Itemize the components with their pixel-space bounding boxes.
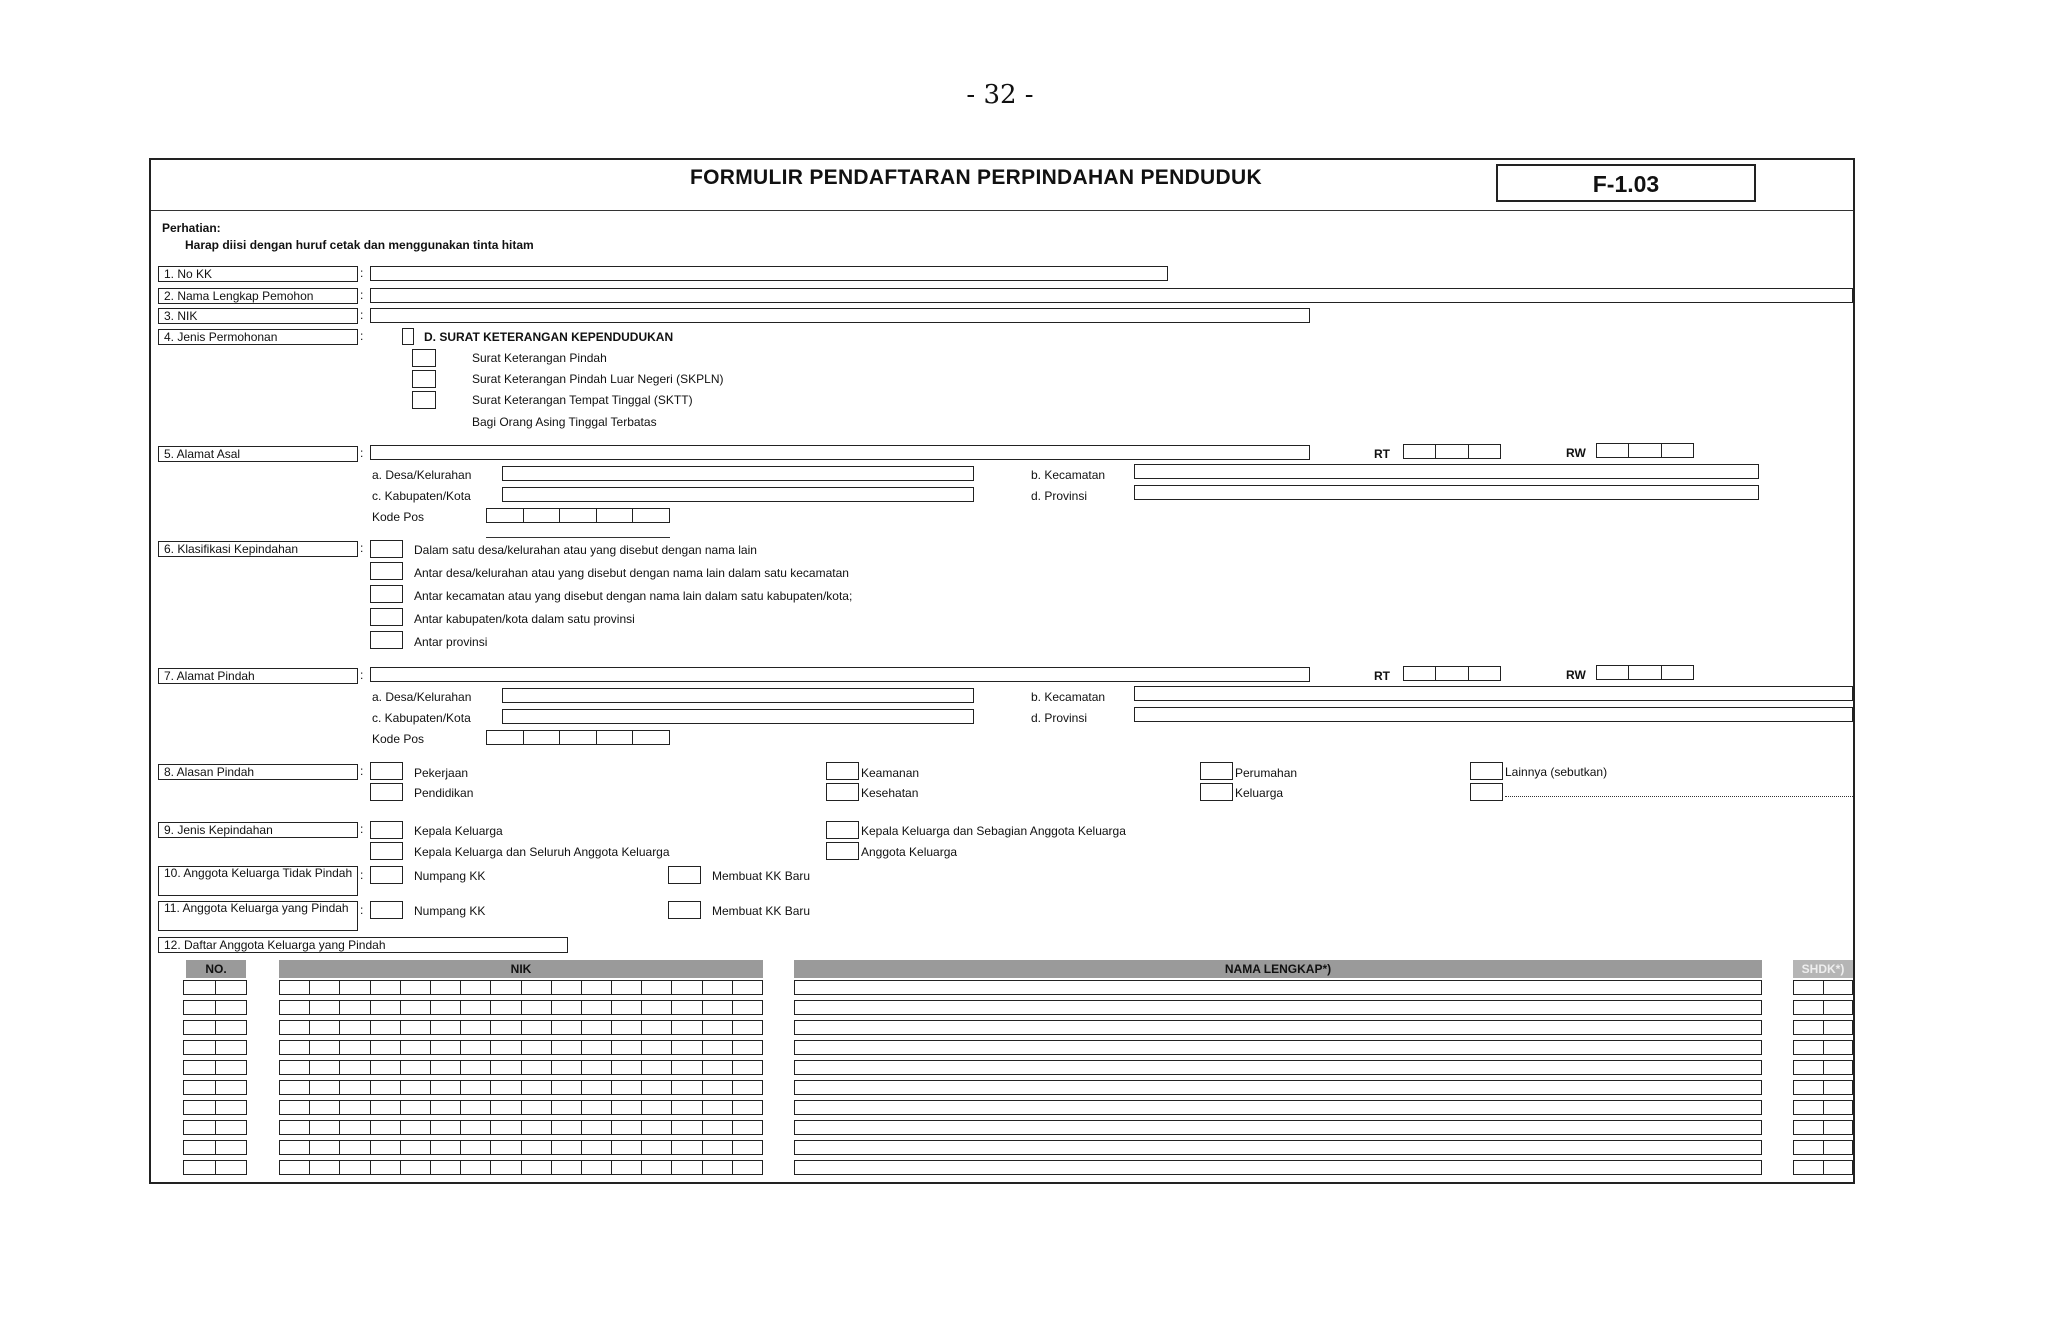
member-nama-field[interactable]	[794, 1040, 1762, 1055]
member-nik-cells[interactable]	[279, 1080, 763, 1095]
checkbox-perumahan[interactable]	[1200, 762, 1233, 780]
checkbox-kk-sebagian[interactable]	[826, 821, 859, 839]
desa-pindah-field[interactable]	[502, 688, 974, 703]
col-header-no: NO.	[186, 960, 246, 978]
nama-pemohon-field[interactable]	[370, 288, 1853, 303]
alasan-pendidikan: Pendidikan	[414, 786, 474, 800]
col-header-shdk: SHDK*)	[1793, 960, 1853, 978]
alasan-keluarga: Keluarga	[1235, 786, 1284, 800]
desa-asal-field[interactable]	[502, 466, 974, 481]
member-no-cell[interactable]	[183, 1020, 247, 1035]
no-kk-field[interactable]	[370, 266, 1168, 281]
klasifikasi-option-4: Antar kabupaten/kota dalam satu provinsi	[414, 612, 635, 626]
kecamatan-asal-field[interactable]	[1134, 464, 1759, 479]
kecamatan-pindah-field[interactable]	[1134, 686, 1853, 701]
member-shdk-cells[interactable]	[1793, 1100, 1853, 1115]
desa-pindah-label: a. Desa/Kelurahan	[372, 690, 472, 704]
checkbox-keluarga[interactable]	[1200, 783, 1233, 801]
kodepos-pindah-cells[interactable]	[486, 730, 670, 745]
tidak-pindah-baru: Membuat KK Baru	[712, 869, 811, 883]
label-anggota-pindah: 11. Anggota Keluarga yang Pindah	[158, 901, 358, 931]
member-nama-field[interactable]	[794, 1140, 1762, 1155]
kabupaten-asal-field[interactable]	[502, 487, 974, 502]
checkbox-lainnya[interactable]	[1470, 762, 1503, 780]
provinsi-asal-field[interactable]	[1134, 485, 1759, 500]
tidak-pindah-numpang: Numpang KK	[414, 869, 486, 883]
option-skp: Surat Keterangan Pindah	[472, 351, 607, 365]
kecamatan-pindah-label: b. Kecamatan	[1031, 690, 1106, 704]
checkbox-kesehatan[interactable]	[826, 783, 859, 801]
member-no-cell[interactable]	[183, 1100, 247, 1115]
kabupaten-pindah-label: c. Kabupaten/Kota	[372, 711, 471, 725]
option-skpln: Surat Keterangan Pindah Luar Negeri (SKPLN)	[472, 372, 724, 386]
option-sktt-note: Bagi Orang Asing Tinggal Terbatas	[472, 415, 657, 429]
form-title: FORMULIR PENDAFTARAN PERPINDAHAN PENDUDUK	[690, 166, 1262, 189]
kabupaten-pindah-field[interactable]	[502, 709, 974, 724]
checkbox-anggota-keluarga[interactable]	[826, 842, 859, 860]
kepindahan-option-4: Anggota Keluarga	[861, 845, 958, 859]
member-shdk-cells[interactable]	[1793, 1020, 1853, 1035]
member-nik-cells[interactable]	[279, 1000, 763, 1015]
checkbox-tidak-pindah-baru[interactable]	[668, 866, 701, 884]
label-anggota-tidak-pindah: 10. Anggota Keluarga Tidak Pindah	[158, 866, 358, 896]
header-divider	[151, 210, 1853, 211]
desa-asal-label: a. Desa/Kelurahan	[372, 468, 472, 482]
lainnya-input[interactable]	[1505, 796, 1853, 797]
checkbox-pendidikan[interactable]	[370, 783, 403, 801]
member-shdk-cells[interactable]	[1793, 1040, 1853, 1055]
provinsi-pindah-label: d. Provinsi	[1031, 711, 1088, 725]
rw-label: RW	[1566, 446, 1586, 460]
member-nama-field[interactable]	[794, 1060, 1762, 1075]
rt-label: RT	[1374, 447, 1390, 461]
label-jenis-kepindahan: 9. Jenis Kepindahan	[158, 822, 358, 838]
checkbox-lainnya-detail[interactable]	[1470, 783, 1503, 801]
member-no-cell[interactable]	[183, 1140, 247, 1155]
checkbox-pekerjaan[interactable]	[370, 762, 403, 780]
member-no-cell[interactable]	[183, 1060, 247, 1075]
member-nik-cells[interactable]	[279, 1160, 763, 1175]
member-nama-field[interactable]	[794, 1160, 1762, 1175]
pindah-numpang: Numpang KK	[414, 904, 486, 918]
rw-label: RW	[1566, 668, 1586, 682]
checkbox-skpln[interactable]	[412, 370, 436, 388]
label-nama-pemohon: 2. Nama Lengkap Pemohon	[158, 288, 358, 304]
kodepos-asal-label: Kode Pos	[372, 510, 425, 524]
kepindahan-option-3: Kepala Keluarga dan Sebagian Anggota Keluarga	[861, 824, 1126, 838]
member-no-cell[interactable]	[183, 980, 247, 995]
member-nama-field[interactable]	[794, 1080, 1762, 1095]
rt-label: RT	[1374, 669, 1390, 683]
klasifikasi-option-2: Antar desa/kelurahan atau yang disebut dengan nama lain dalam satu kecamatan	[414, 566, 849, 580]
nik-field[interactable]	[370, 308, 1310, 323]
member-shdk-cells[interactable]	[1793, 1120, 1853, 1135]
member-nama-field[interactable]	[794, 1100, 1762, 1115]
klasifikasi-option-1: Dalam satu desa/kelurahan atau yang disebut dengan nama lain	[414, 543, 757, 557]
kabupaten-asal-label: c. Kabupaten/Kota	[372, 489, 471, 503]
member-nama-field[interactable]	[794, 1020, 1762, 1035]
member-no-cell[interactable]	[183, 1040, 247, 1055]
checkbox-skp[interactable]	[412, 349, 436, 367]
rt-asal-cells[interactable]	[1403, 444, 1501, 459]
provinsi-pindah-field[interactable]	[1134, 707, 1853, 722]
member-no-cell[interactable]	[183, 1000, 247, 1015]
rw-asal-cells[interactable]	[1596, 443, 1694, 458]
rt-pindah-cells[interactable]	[1403, 666, 1501, 681]
member-nama-field[interactable]	[794, 980, 1762, 995]
option-sktt: Surat Keterangan Tempat Tinggal (SKTT)	[472, 393, 693, 407]
alasan-perumahan: Perumahan	[1235, 766, 1298, 780]
member-nik-cells[interactable]	[279, 1140, 763, 1155]
klasifikasi-option-5: Antar provinsi	[414, 635, 488, 649]
provinsi-asal-label: d. Provinsi	[1031, 489, 1088, 503]
checkbox-kk-seluruh[interactable]	[370, 842, 403, 860]
checkbox-kepala-keluarga[interactable]	[370, 821, 403, 839]
checkbox-sktt[interactable]	[412, 391, 436, 409]
checkbox-klasifikasi-3[interactable]	[370, 585, 403, 603]
kepindahan-option-2: Kepala Keluarga dan Seluruh Anggota Keluarga	[414, 845, 670, 859]
kecamatan-asal-label: b. Kecamatan	[1031, 468, 1106, 482]
member-nik-cells[interactable]	[279, 1120, 763, 1135]
member-nik-cells[interactable]	[279, 1060, 763, 1075]
member-no-cell[interactable]	[183, 1160, 247, 1175]
alasan-keamanan: Keamanan	[861, 766, 920, 780]
member-nama-field[interactable]	[794, 1000, 1762, 1015]
checkbox-klasifikasi-2[interactable]	[370, 562, 403, 580]
pindah-baru: Membuat KK Baru	[712, 904, 811, 918]
checkbox-pindah-numpang[interactable]	[370, 901, 403, 919]
checkbox-klasifikasi-4[interactable]	[370, 608, 403, 626]
kodepos-asal-cells[interactable]	[486, 508, 670, 523]
checkbox-keamanan[interactable]	[826, 762, 859, 780]
member-shdk-cells[interactable]	[1793, 1060, 1853, 1075]
checkbox-pindah-baru[interactable]	[668, 901, 701, 919]
member-shdk-cells[interactable]	[1793, 1080, 1853, 1095]
label-alamat-asal: 5. Alamat Asal	[158, 446, 358, 462]
member-nama-field[interactable]	[794, 1120, 1762, 1135]
member-no-cell[interactable]	[183, 1120, 247, 1135]
alasan-lainnya: Lainnya (sebutkan)	[1505, 765, 1608, 779]
page-number: - 32 -	[966, 80, 1034, 110]
checkbox-tidak-pindah-numpang[interactable]	[370, 866, 403, 884]
member-nik-cells[interactable]	[279, 980, 763, 995]
jenis-permohonan-heading: D. SURAT KETERANGAN KEPENDUDUKAN	[424, 330, 674, 344]
klasifikasi-option-3: Antar kecamatan atau yang disebut dengan nama lain dalam satu kabupaten/kota;	[414, 589, 853, 603]
member-shdk-cells[interactable]	[1793, 980, 1853, 995]
notice-heading: Perhatian:	[162, 221, 221, 235]
label-no-kk: 1. No KK	[158, 266, 358, 282]
label-alamat-pindah: 7. Alamat Pindah	[158, 668, 358, 684]
member-nik-cells[interactable]	[279, 1100, 763, 1115]
alamat-asal-field[interactable]	[370, 445, 1310, 460]
alasan-kesehatan: Kesehatan	[861, 786, 919, 800]
label-klasifikasi: 6. Klasifikasi Kepindahan	[158, 541, 358, 557]
label-alasan-pindah: 8. Alasan Pindah	[158, 764, 358, 780]
checkbox-klasifikasi-5[interactable]	[370, 631, 403, 649]
checkbox-surat-keterangan[interactable]	[402, 328, 414, 345]
label-jenis-permohonan: 4. Jenis Permohonan	[158, 329, 358, 345]
member-shdk-cells[interactable]	[1793, 1160, 1853, 1175]
label-daftar-anggota: 12. Daftar Anggota Keluarga yang Pindah	[158, 937, 568, 953]
member-no-cell[interactable]	[183, 1080, 247, 1095]
label-nik: 3. NIK	[158, 308, 358, 324]
member-shdk-cells[interactable]	[1793, 1000, 1853, 1015]
notice-text: Harap diisi dengan huruf cetak dan menggunakan tinta hitam	[185, 238, 534, 252]
col-header-nik: NIK	[279, 960, 763, 978]
alamat-pindah-field[interactable]	[370, 667, 1310, 682]
kepindahan-option-1: Kepala Keluarga	[414, 824, 503, 838]
alasan-pekerjaan: Pekerjaan	[414, 766, 469, 780]
kodepos-pindah-label: Kode Pos	[372, 732, 425, 746]
member-shdk-cells[interactable]	[1793, 1140, 1853, 1155]
checkbox-klasifikasi-1[interactable]	[370, 540, 403, 558]
rw-pindah-cells[interactable]	[1596, 665, 1694, 680]
member-nik-cells[interactable]	[279, 1020, 763, 1035]
form-code: F-1.03	[1496, 164, 1756, 202]
col-header-nama: NAMA LENGKAP*)	[794, 960, 1762, 978]
member-nik-cells[interactable]	[279, 1040, 763, 1055]
